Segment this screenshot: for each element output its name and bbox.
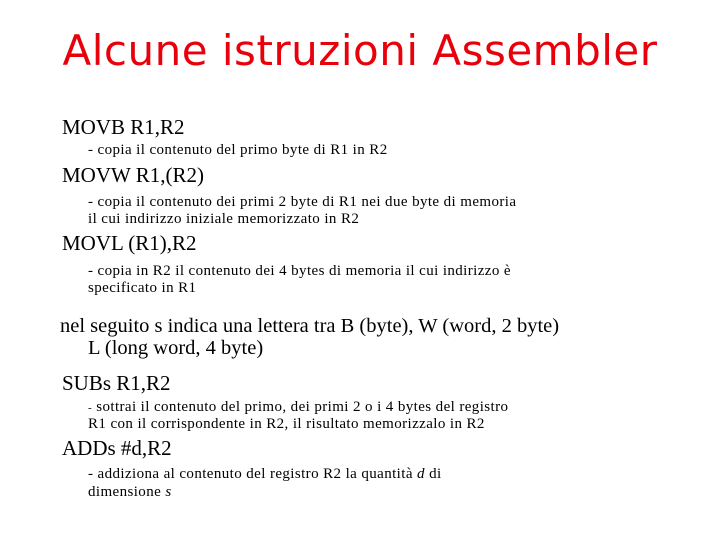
- suffix-note-line1: nel seguito s indica una lettera tra B (byte), W (word, 2 byte): [60, 315, 560, 337]
- slide-title: Alcune istruzioni Assembler: [62, 26, 658, 75]
- adds-description-text2: dimensione: [88, 484, 166, 500]
- movw-instruction: MOVW R1,(R2): [62, 163, 204, 187]
- subs-instruction: SUBs R1,R2: [62, 371, 171, 395]
- adds-description-text1: - addiziona al contenuto del registro R2 la quantità: [88, 466, 418, 482]
- subs-dash: -: [88, 402, 93, 414]
- adds-description-text1b: di: [424, 466, 442, 482]
- adds-var-s: s: [165, 484, 172, 500]
- movb-description: - copia il contenuto del primo byte di R1 in R2: [88, 142, 388, 158]
- subs-description-line2: R1 con il corrispondente in R2, il risultato memorizzalo in R2: [88, 416, 485, 432]
- adds-var-d: d: [417, 466, 425, 482]
- adds-description-line2: [88, 484, 172, 501]
- suffix-note-line2: L (long word, 4 byte): [88, 337, 264, 359]
- movb-instruction: MOVB R1,R2: [62, 115, 185, 139]
- movl-description-line2: specificato in R1: [88, 280, 197, 296]
- movl-description-line1: - copia in R2 il contenuto dei 4 bytes di memoria il cui indirizzo è: [88, 263, 511, 279]
- subs-description-text1: sottrai il contenuto del primo, dei primi 2 o i 4 bytes del registro: [96, 399, 509, 415]
- subs-description-line1: [88, 399, 508, 417]
- adds-instruction: ADDs #d,R2: [62, 436, 172, 460]
- movw-description-line1: - copia il contenuto dei primi 2 byte di R1 nei due byte di memoria: [88, 194, 517, 210]
- adds-description-line1: [88, 466, 442, 483]
- suffix-note: [60, 315, 559, 359]
- movw-description-line2: il cui indirizzo iniziale memorizzato in R2: [88, 211, 360, 227]
- movl-instruction: MOVL (R1),R2: [62, 231, 197, 255]
